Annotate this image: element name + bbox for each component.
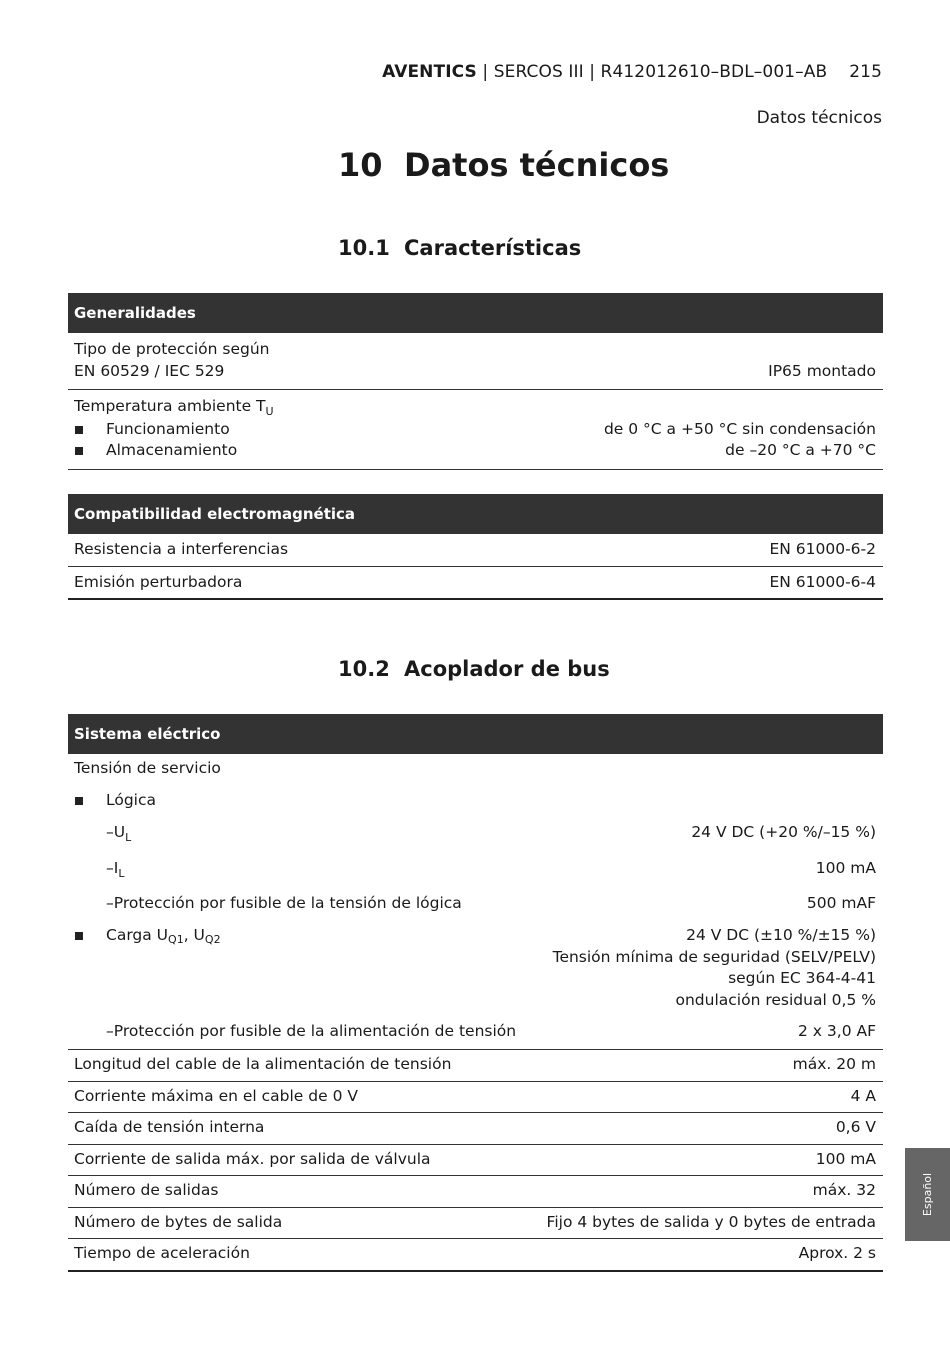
chapter-number: 10: [338, 146, 383, 184]
table-header: Compatibilidad electromagnética: [68, 494, 883, 534]
page-number: 215: [849, 62, 882, 82]
table-row: Corriente máxima en el cable de 0 V 4 A: [68, 1082, 883, 1114]
table-row: Número de salidas máx. 32: [68, 1176, 883, 1208]
supply-fuse-line: –Protección por fusible de la alimentación de tensión 2 x 3,0 AF: [106, 1022, 876, 1040]
protection-value: IP65 montado: [768, 361, 876, 380]
temperature-storage-line: Almacenamiento de –20 °C a +70 °C: [74, 440, 876, 462]
running-section-title: Datos técnicos: [756, 108, 882, 128]
table-row: Tiempo de aceleración Aprox. 2 s: [68, 1239, 883, 1272]
table-row-protection: [68, 333, 883, 390]
table-row-temperature: [68, 390, 883, 470]
section-heading-characteristics: [338, 236, 581, 260]
table-header: Sistema eléctrico: [68, 714, 883, 754]
running-header: [382, 62, 882, 82]
logic-label: Lógica: [106, 791, 157, 809]
protection-label-line-1: Tipo de protección según: [74, 340, 270, 358]
table-row: Número de bytes de salida Fijo 4 bytes de salida y 0 bytes de entrada: [68, 1208, 883, 1240]
language-tab-label: Español: [920, 1172, 934, 1217]
il-line: $-I_L$ 100 mA: [106, 859, 876, 880]
bullet-icon: [74, 419, 106, 441]
bullet-icon: [74, 440, 106, 462]
table-row: Emisión perturbadora EN 61000-6-4: [68, 567, 883, 601]
table-row: Caída de tensión interna 0,6 V: [68, 1113, 883, 1145]
brand-name: AVENTICS: [382, 62, 477, 82]
table-row: Longitud del cable de la alimentación de tensión máx. 20 m: [68, 1050, 883, 1082]
chapter-title: Datos técnicos: [404, 146, 670, 184]
emc-table: [68, 494, 883, 600]
temperature-operation-line: Funcionamiento de 0 °C a +50 °C sin condensación: [74, 419, 876, 441]
ul-line: $-U_L$ 24 V DC (+20 %/–15 %): [106, 823, 876, 844]
section-title: Acoplador de bus: [404, 657, 610, 681]
section-title: Características: [404, 236, 582, 260]
operating-voltage-label: Tensión de servicio: [74, 759, 221, 777]
section-number: 10.1: [338, 236, 390, 260]
language-tab: [905, 1148, 950, 1241]
table-row: Corriente de salida máx. por salida de válvula 100 mA: [68, 1145, 883, 1177]
electric-system-table: [68, 714, 883, 1272]
load-line: Carga U Q1 , U Q2 24 V DC (±10 %/±15 %) Tensión mínima de seguridad (SELV/PELV) según EC 364-4-41 ondulación residual 0,5 %: [68, 925, 883, 1021]
logic-fuse-line: –Protección por fusible de la tensión de lógica 500 mAF: [106, 894, 876, 912]
section-number: 10.2: [338, 657, 390, 681]
table-row: Resistencia a interferencias EN 61000-6-2: [68, 534, 883, 567]
chapter-heading: [338, 146, 669, 184]
bullet-icon: [74, 925, 106, 947]
temperature-label: Temperatura ambiente $T_U$: [74, 397, 274, 418]
table-row-operating-voltage: [68, 754, 883, 1050]
bullet-icon: [74, 790, 106, 812]
table-header: Generalidades: [68, 293, 883, 333]
general-table: [68, 293, 883, 470]
section-heading-bus-coupler: [338, 657, 610, 681]
protection-label-line-2: EN 60529 / IEC 529: [74, 361, 225, 380]
document-reference: | SERCOS III | R412012610–BDL–001–AB: [476, 62, 828, 82]
